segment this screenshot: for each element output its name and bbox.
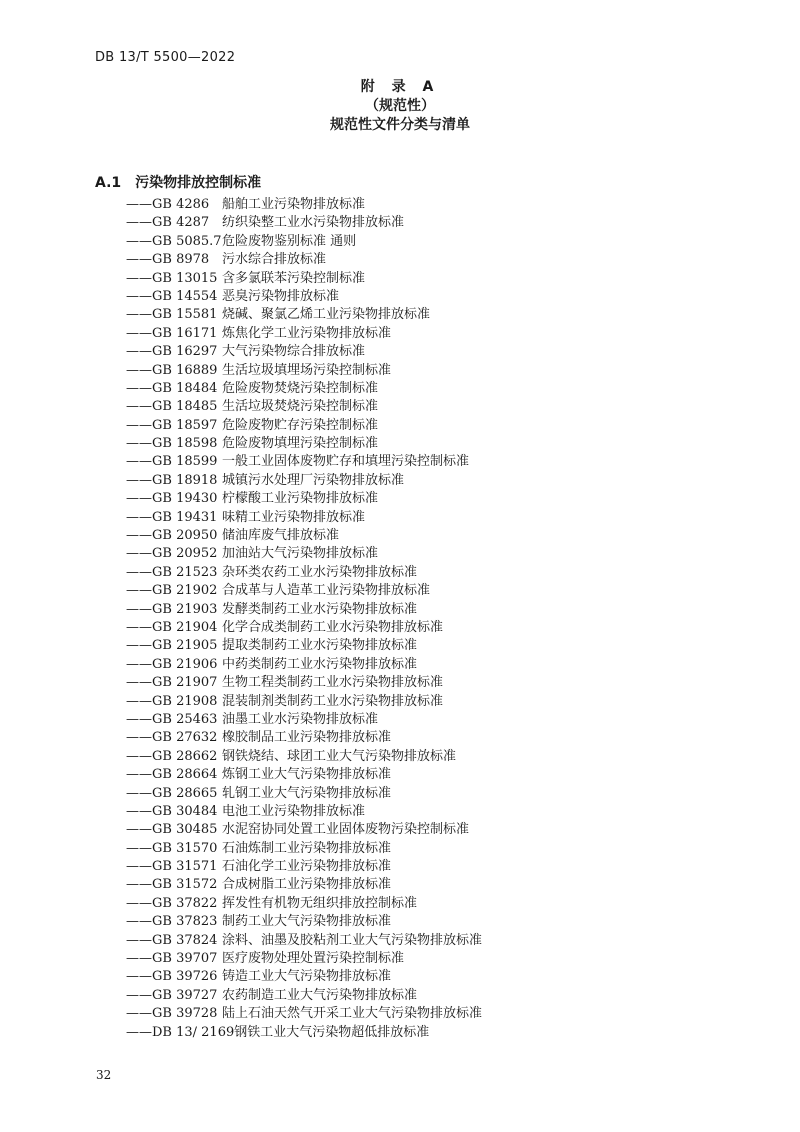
standard-name: 烧碱、聚氯乙烯工业污染物排放标准 bbox=[222, 307, 431, 323]
standard-code: ——GB 31570 bbox=[126, 840, 218, 856]
standard-name: 炼焦化学工业污染物排放标准 bbox=[222, 325, 392, 341]
standard-list-item bbox=[126, 601, 482, 619]
standard-name: 涂料、油墨及胶粘剂工业大气污染物排放标准 bbox=[222, 932, 483, 948]
standard-list-item bbox=[126, 306, 482, 324]
standard-code: ——GB 21904 bbox=[126, 619, 218, 635]
standard-list-item bbox=[126, 729, 482, 747]
appendix-label: 附 录 A bbox=[360, 79, 440, 95]
standard-name: 电池工业污染物排放标准 bbox=[222, 803, 366, 819]
standard-list-item bbox=[126, 398, 482, 416]
standard-name: 铸造工业大气污染物排放标准 bbox=[222, 969, 392, 985]
standard-name: 储油库废气排放标准 bbox=[222, 528, 340, 544]
standard-code: ——GB 31571 bbox=[126, 859, 218, 875]
standard-name: 化学合成类制药工业水污染物排放标准 bbox=[222, 619, 444, 635]
standard-list-item bbox=[126, 251, 482, 269]
standard-code: ——GB 4286 bbox=[126, 197, 210, 212]
section-title: 污染物排放控制标准 bbox=[135, 175, 262, 191]
standard-name: 钢铁烧结、球团工业大气污染物排放标准 bbox=[222, 748, 457, 764]
standard-list-item bbox=[126, 582, 482, 600]
standard-list-item bbox=[126, 490, 482, 508]
standard-list-item bbox=[126, 472, 482, 490]
standard-list-item bbox=[126, 711, 482, 729]
standard-name: 发酵类制药工业水污染物排放标准 bbox=[222, 601, 418, 617]
standard-name: 农药制造工业大气污染物排放标准 bbox=[222, 987, 418, 1003]
standard-code: ——GB 13015 bbox=[126, 270, 218, 286]
standard-name: 石油炼制工业污染物排放标准 bbox=[222, 840, 392, 856]
standard-code: ——GB 5085.7 bbox=[126, 233, 222, 249]
standard-name: 杂环类农药工业水污染物排放标准 bbox=[222, 564, 418, 580]
standard-list-item bbox=[126, 895, 482, 913]
standard-list-item bbox=[126, 656, 482, 674]
standard-code: ——GB 21523 bbox=[126, 564, 218, 580]
standard-list-item bbox=[126, 821, 482, 839]
standard-list-item bbox=[126, 950, 482, 968]
standard-code: ——GB 21902 bbox=[126, 583, 218, 599]
standard-code: ——GB 21903 bbox=[126, 601, 218, 617]
standard-name: 油墨工业水污染物排放标准 bbox=[222, 711, 379, 727]
standard-name: 水泥窑协同处置工业固体废物污染控制标准 bbox=[222, 822, 470, 838]
standard-list-item bbox=[126, 785, 482, 803]
standard-list-item bbox=[126, 435, 482, 453]
standard-code: ——GB 39728 bbox=[126, 1006, 218, 1022]
standard-list-item bbox=[126, 527, 482, 545]
standard-name: 医疗废物处理处置污染控制标准 bbox=[222, 951, 405, 967]
standard-name: 味精工业污染物排放标准 bbox=[222, 509, 366, 525]
document-code: DB 13/T 5500—2022 bbox=[95, 50, 236, 65]
standard-code: ——GB 30485 bbox=[126, 822, 218, 838]
standard-code: ——GB 21905 bbox=[126, 638, 218, 654]
standard-name: 钢铁工业大气污染物超低排放标准 bbox=[234, 1024, 430, 1040]
standard-list-item bbox=[126, 417, 482, 435]
standard-name: 危险废物焚烧污染控制标准 bbox=[222, 380, 379, 396]
standard-name: 柠檬酸工业污染物排放标准 bbox=[222, 491, 379, 507]
standard-code: ——GB 16297 bbox=[126, 344, 218, 360]
standard-code: ——GB 39707 bbox=[126, 951, 218, 967]
standard-list-item bbox=[126, 619, 482, 637]
standard-name: 含多氯联苯污染控制标准 bbox=[222, 270, 366, 286]
standard-list-item bbox=[126, 840, 482, 858]
standard-name: 加油站大气污染物排放标准 bbox=[222, 546, 379, 562]
standard-code: ——GB 39727 bbox=[126, 987, 218, 1003]
standard-list-item bbox=[126, 987, 482, 1005]
standard-code: ——GB 18918 bbox=[126, 472, 218, 488]
standard-list-item bbox=[126, 214, 482, 232]
page-number: 32 bbox=[96, 1068, 112, 1082]
standard-list-item bbox=[126, 693, 482, 711]
standard-name: 混装制剂类制药工业水污染物排放标准 bbox=[222, 693, 444, 709]
standard-list-item bbox=[126, 270, 482, 288]
standard-code: ——GB 21906 bbox=[126, 656, 218, 672]
appendix-title-block bbox=[0, 78, 800, 135]
standard-code: ——GB 18597 bbox=[126, 417, 218, 433]
standard-list-item bbox=[126, 748, 482, 766]
standard-list-item bbox=[126, 453, 482, 471]
standard-list-item bbox=[126, 1024, 482, 1042]
standard-code: ——GB 28664 bbox=[126, 767, 218, 783]
standard-name: 轧钢工业大气污染物排放标准 bbox=[222, 785, 392, 801]
standard-name: 危险废物填埋污染控制标准 bbox=[222, 436, 379, 452]
standard-name: 船舶工业污染物排放标准 bbox=[222, 197, 366, 212]
standard-code: ——DB 13/ 2169 bbox=[126, 1024, 235, 1040]
standard-name: 陆上石油天然气开采工业大气污染物排放标准 bbox=[222, 1006, 483, 1022]
standard-name: 提取类制药工业水污染物排放标准 bbox=[222, 638, 418, 654]
standard-name: 合成革与人造革工业污染物排放标准 bbox=[222, 583, 431, 599]
standard-list-item bbox=[126, 766, 482, 784]
standard-code: ——GB 39726 bbox=[126, 969, 218, 985]
standard-code: ——GB 16171 bbox=[126, 325, 218, 341]
standard-name: 合成树脂工业污染物排放标准 bbox=[222, 877, 392, 893]
standard-code: ——GB 21907 bbox=[126, 675, 218, 691]
standard-list-item bbox=[126, 545, 482, 563]
standard-code: ——GB 30484 bbox=[126, 803, 218, 819]
standard-name: 大气污染物综合排放标准 bbox=[222, 344, 366, 360]
standard-code: ——GB 20952 bbox=[126, 546, 218, 562]
standard-list-item bbox=[126, 288, 482, 306]
standard-list-item bbox=[126, 1005, 482, 1023]
standard-code: ——GB 20950 bbox=[126, 528, 218, 544]
standard-code: ——GB 28662 bbox=[126, 748, 218, 764]
appendix-title: 规范性文件分类与清单 bbox=[330, 117, 470, 133]
standard-list-item bbox=[126, 380, 482, 398]
standards-list bbox=[126, 196, 482, 1042]
standard-name: 炼钢工业大气污染物排放标准 bbox=[222, 767, 392, 783]
standard-code: ——GB 27632 bbox=[126, 730, 218, 746]
standard-code: ——GB 18485 bbox=[126, 399, 218, 415]
standard-list-item bbox=[126, 674, 482, 692]
standard-code: ——GB 16889 bbox=[126, 362, 218, 378]
standard-code: ——GB 28665 bbox=[126, 785, 218, 801]
appendix-nature: （规范性） bbox=[365, 98, 435, 114]
standard-code: ——GB 25463 bbox=[126, 711, 218, 727]
standard-name: 生物工程类制药工业水污染物排放标准 bbox=[222, 675, 444, 691]
standard-name: 生活垃圾填埋场污染控制标准 bbox=[222, 362, 392, 378]
standard-code: ——GB 15581 bbox=[126, 307, 218, 323]
standard-list-item bbox=[126, 196, 482, 214]
standard-code: ——GB 37823 bbox=[126, 914, 218, 930]
standard-code: ——GB 4287 bbox=[126, 215, 210, 231]
standard-code: ——GB 19431 bbox=[126, 509, 218, 525]
standard-code: ——GB 8978 bbox=[126, 252, 210, 268]
standard-code: ——GB 14554 bbox=[126, 288, 218, 304]
standard-name: 生活垃圾焚烧污染控制标准 bbox=[222, 399, 379, 415]
standard-name: 危险废物鉴别标准 通则 bbox=[222, 233, 357, 249]
standard-code: ——GB 19430 bbox=[126, 491, 218, 507]
standard-name: 橡胶制品工业污染物排放标准 bbox=[222, 730, 392, 746]
standard-code: ——GB 18598 bbox=[126, 436, 218, 452]
standard-list-item bbox=[126, 858, 482, 876]
standard-list-item bbox=[126, 876, 482, 894]
standard-list-item bbox=[126, 564, 482, 582]
standard-list-item bbox=[126, 637, 482, 655]
standard-name: 危险废物贮存污染控制标准 bbox=[222, 417, 379, 433]
standard-name: 挥发性有机物无组织排放控制标准 bbox=[222, 895, 418, 911]
standard-list-item bbox=[126, 325, 482, 343]
standard-list-item bbox=[126, 509, 482, 527]
standard-list-item bbox=[126, 968, 482, 986]
standard-name: 污水综合排放标准 bbox=[222, 252, 327, 268]
standard-list-item bbox=[126, 913, 482, 931]
standard-list-item bbox=[126, 362, 482, 380]
section-heading bbox=[95, 172, 261, 192]
standard-code: ——GB 37824 bbox=[126, 932, 218, 948]
standard-name: 纺织染整工业水污染物排放标准 bbox=[222, 215, 405, 231]
standard-name: 恶臭污染物排放标准 bbox=[222, 288, 340, 304]
standard-code: ——GB 37822 bbox=[126, 895, 218, 911]
standard-name: 制药工业大气污染物排放标准 bbox=[222, 914, 392, 930]
standard-code: ——GB 21908 bbox=[126, 693, 218, 709]
standard-list-item bbox=[126, 343, 482, 361]
standard-name: 石油化学工业污染物排放标准 bbox=[222, 859, 392, 875]
standard-name: 一般工业固体废物贮存和填埋污染控制标准 bbox=[222, 454, 470, 470]
standard-name: 城镇污水处理厂污染物排放标准 bbox=[222, 472, 405, 488]
standard-name: 中药类制药工业水污染物排放标准 bbox=[222, 656, 418, 672]
standard-code: ——GB 18599 bbox=[126, 454, 218, 470]
section-number: A.1 bbox=[95, 175, 122, 191]
standard-list-item bbox=[126, 932, 482, 950]
standard-code: ——GB 18484 bbox=[126, 380, 218, 396]
standard-list-item bbox=[126, 233, 482, 251]
standard-list-item bbox=[126, 803, 482, 821]
standard-code: ——GB 31572 bbox=[126, 877, 218, 893]
